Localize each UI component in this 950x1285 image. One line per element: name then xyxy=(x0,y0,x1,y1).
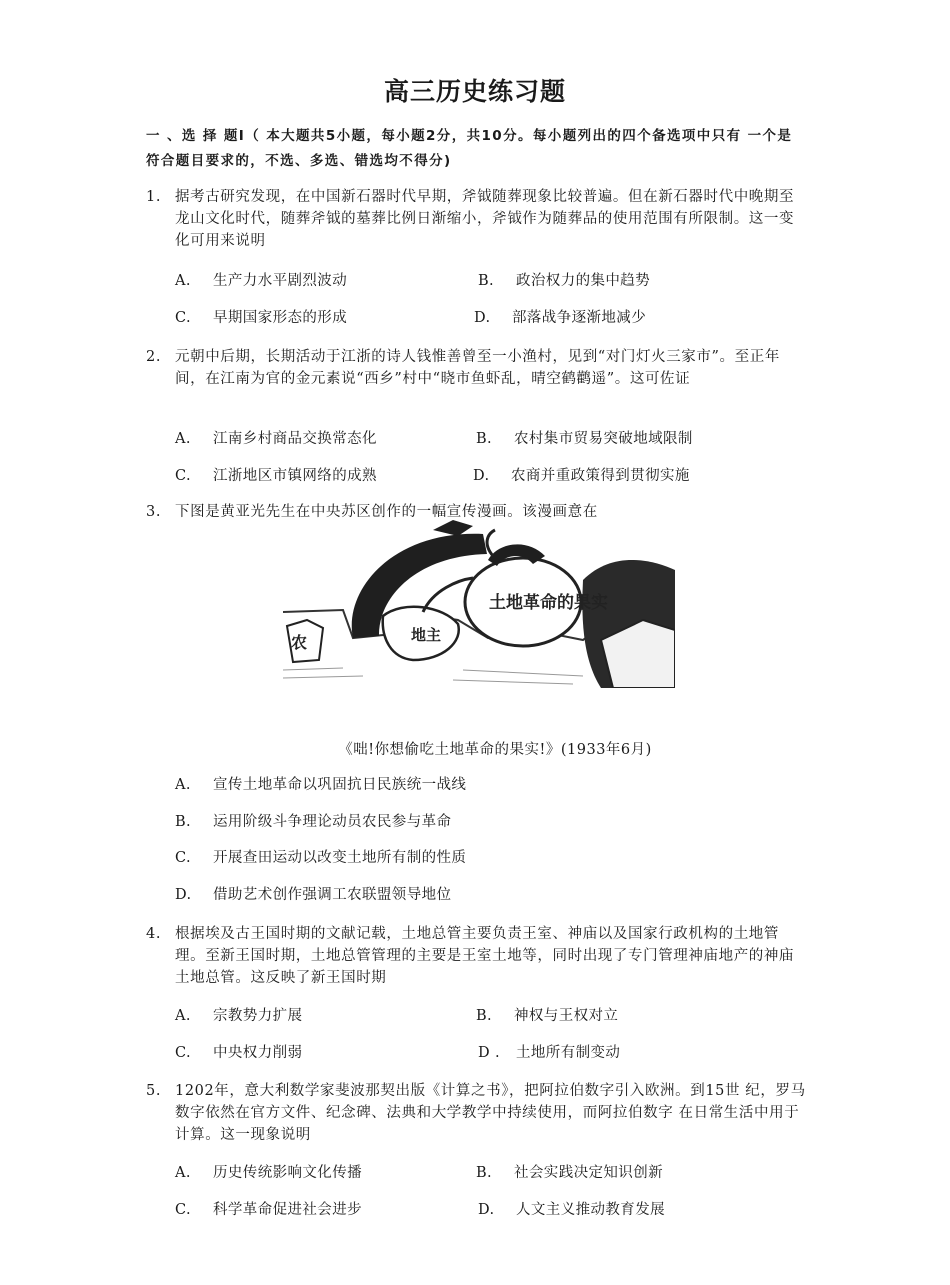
question-stem: 元朝中后期，长期活动于江浙的诗人钱惟善曾至一小渔村，见到“对门灯火三家市”。至正年间，在江南为官的金元素说“西乡”村中“晓市鱼虾乱，晴空鹤鹳遥”。这可佐证 xyxy=(175,349,780,387)
option-4a[interactable]: A. 宗教势力扩展 xyxy=(175,1008,303,1024)
option-5d[interactable]: D. 人文主义推动教育发展 xyxy=(478,1202,665,1218)
option-2c[interactable]: C. 江浙地区市镇网络的成熟 xyxy=(175,468,377,484)
question-stem: 1202年，意大利数学家斐波那契出版《计算之书》，把阿拉伯数字引入欧洲。到15世 纪，罗马数字依然在官方文件、纪念碑、法典和大学教学中持续使用，而阿拉伯数字 在日常生活中用于计算。这一现象说明 xyxy=(175,1083,806,1143)
option-1a[interactable]: A. 生产力水平剧烈波动 xyxy=(175,273,348,289)
question-stem: 下图是黄亚光先生在中央苏区创作的一幅宣传漫画。该漫画意在 xyxy=(175,504,598,520)
option-2b[interactable]: B. 农村集市贸易突破地域限制 xyxy=(476,431,693,447)
option-2a[interactable]: A. 江南乡村商品交换常态化 xyxy=(175,431,377,447)
cartoon-landlord-label: 地主 xyxy=(411,626,442,644)
question-number: 4. xyxy=(146,926,162,942)
question-2 xyxy=(146,346,806,390)
option-3c[interactable]: C. 开展查田运动以改变土地所有制的性质 xyxy=(175,850,467,866)
question-number: 2. xyxy=(146,349,162,365)
question-4 xyxy=(146,923,806,989)
cartoon-left-label: 农 xyxy=(291,633,308,652)
option-5a[interactable]: A. 历史传统影响文化传播 xyxy=(175,1165,362,1181)
option-4b[interactable]: B. 神权与王权对立 xyxy=(476,1008,619,1024)
option-3a[interactable]: A. 宣传土地革命以巩固抗日民族统一战线 xyxy=(175,777,467,793)
option-1b[interactable]: B. 政治权力的集中趋势 xyxy=(478,273,651,289)
option-3b[interactable]: B. 运用阶级斗争理论动员农民参与革命 xyxy=(175,814,452,830)
cartoon-fruit-label: 土地革命的果实 xyxy=(489,593,608,613)
section-instructions: 一 、选 择 题Ⅰ（ 本大题共5小题，每小题2分，共10分。每小题列出的四个备选项中只有 一个是符合题目要求的，不选、多选、错选均不得分) xyxy=(146,128,793,169)
option-3d[interactable]: D. 借助艺术创作强调工农联盟领导地位 xyxy=(175,887,452,903)
option-1d[interactable]: D. 部落战争逐渐地减少 xyxy=(474,310,647,326)
option-1c[interactable]: C. 早期国家形态的形成 xyxy=(175,310,348,326)
option-4c[interactable]: C. 中央权力削弱 xyxy=(175,1045,303,1061)
page-title: 高三历史练习题 xyxy=(383,77,566,106)
option-5b[interactable]: B. 社会实践决定知识创新 xyxy=(476,1165,663,1181)
question-stem: 根据埃及古王国时期的文献记载，土地总管主要负责王室、神庙以及国家行政机构的土地管理。至新王国时期，土地总管管理的主要是王室土地等，同时出现了专门管理神庙地产的神庙土地总管。这反映了新王国时期 xyxy=(175,926,795,986)
question-number: 5. xyxy=(146,1083,162,1099)
question-stem: 据考古研究发现，在中国新石器时代早期，斧钺随葬现象比较普遍。但在新石器时代中晚期至龙山文化时代，随葬斧钺的墓葬比例日渐缩小，斧钺作为随葬品的使用范围有所限制。这一变化可用来说明 xyxy=(175,189,795,249)
cartoon-caption: 《咄!你想偷吃土地革命的果实!》(1933年6月) xyxy=(338,742,652,758)
option-5c[interactable]: C. 科学革命促进社会进步 xyxy=(175,1202,362,1218)
question-number: 1. xyxy=(146,189,162,205)
option-4d[interactable]: D . 土地所有制变动 xyxy=(478,1045,621,1061)
question-5 xyxy=(146,1080,806,1146)
question-1 xyxy=(146,186,806,252)
question-number: 3. xyxy=(146,504,162,520)
option-2d[interactable]: D. 农商并重政策得到贯彻实施 xyxy=(473,468,690,484)
propaganda-cartoon-image xyxy=(283,520,675,688)
